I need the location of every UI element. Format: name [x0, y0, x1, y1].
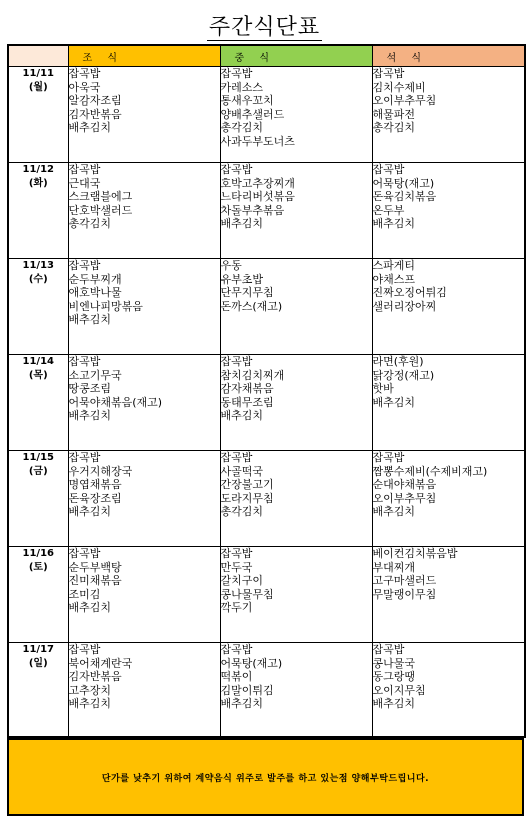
menu-item: 땅콩조림	[68, 382, 112, 395]
menu-item: 호박고추장찌개	[220, 176, 295, 190]
breakfast-cell	[68, 547, 220, 643]
menu-item: 온두부	[372, 203, 405, 217]
menu-item: 차돌부추볶음	[220, 203, 285, 217]
menu-item: 배추김치	[220, 217, 264, 230]
menu-item: 돈까스(재고)	[220, 299, 283, 313]
menu-item: 아욱국	[68, 80, 101, 94]
lunch-cell	[220, 451, 372, 547]
menu-item: 총각김치	[68, 217, 112, 230]
day-date: 11/17	[22, 644, 54, 655]
breakfast-cell	[68, 163, 220, 259]
day-weekday: (목)	[28, 370, 48, 381]
menu-item: 김말이튀김	[220, 683, 274, 697]
day-label	[8, 163, 68, 259]
menu-item: 샐러리장아찌	[372, 299, 437, 313]
menu-item: 잡곡밥	[220, 643, 253, 656]
menu-item: 짬뽕수제비(수제비재고)	[372, 464, 488, 478]
menu-item: 콩나물국	[372, 656, 416, 670]
menu-item: 잡곡밥	[220, 67, 253, 80]
menu-item: 잡곡밥	[372, 67, 405, 80]
day-row	[8, 643, 525, 738]
breakfast-cell	[68, 355, 220, 451]
menu-item: 잡곡밥	[372, 163, 405, 176]
day-row	[8, 259, 525, 355]
menu-item: 야채스프	[372, 272, 416, 286]
menu-item: 잡곡밥	[220, 451, 253, 464]
menu-item: 잡곡밥	[68, 67, 101, 80]
dinner-cell	[372, 547, 525, 643]
day-label	[8, 259, 68, 355]
menu-item: 사골떡국	[220, 464, 264, 478]
menu-item: 베이컨김치볶음밥	[372, 547, 458, 560]
menu-item: 고구마샐러드	[372, 574, 437, 587]
menu-item: 동태무조림	[220, 395, 274, 409]
menu-item: 총각김치	[220, 505, 264, 518]
header-breakfast: 조 식	[68, 45, 220, 67]
breakfast-cell	[68, 67, 220, 163]
menu-item: 배추김치	[68, 697, 112, 710]
menu-item: 순두부찌개	[68, 272, 122, 286]
day-date: 11/16	[22, 548, 54, 559]
dinner-cell	[372, 163, 525, 259]
notice-banner	[7, 738, 524, 816]
menu-item: 김자반볶음	[68, 670, 122, 683]
header-dinner: 석 식	[372, 45, 525, 67]
menu-item: 배추김치	[68, 313, 112, 326]
notice-text: 단가를 낮추기 위하여 계약음식 위주로 발주를 하고 있는점 양해부탁드립니다.	[101, 773, 430, 784]
menu-item: 잡곡밥	[68, 163, 101, 176]
day-row	[8, 67, 525, 163]
menu-item: 부대찌개	[372, 560, 416, 574]
menu-item: 깍두기	[220, 601, 253, 614]
page-title-text: 주간식단표	[208, 15, 321, 40]
menu-item: 어묵야채볶음(재고)	[68, 395, 163, 409]
header-corner	[8, 45, 68, 67]
menu-item: 단무지무침	[220, 286, 274, 299]
day-row	[8, 355, 525, 451]
menu-item: 알감자조림	[68, 94, 122, 107]
menu-item: 배추김치	[68, 121, 112, 134]
menu-item: 배추김치	[372, 217, 416, 230]
day-row	[8, 451, 525, 547]
menu-item: 우동	[220, 259, 242, 272]
dinner-cell	[372, 259, 525, 355]
menu-item: 잡곡밥	[68, 259, 101, 272]
menu-item: 참치김치찌개	[220, 368, 285, 382]
menu-item: 단호박샐러드	[68, 203, 133, 217]
menu-item: 배추김치	[68, 601, 112, 614]
lunch-cell	[220, 67, 372, 163]
header-lunch: 중 식	[220, 45, 372, 67]
menu-item: 느타리버섯볶음	[220, 190, 295, 203]
menu-item: 잡곡밥	[68, 355, 101, 368]
page-title	[0, 10, 529, 41]
menu-item: 유부초밥	[220, 272, 264, 286]
menu-item: 오이지무침	[372, 683, 426, 697]
menu-item: 배추김치	[220, 697, 264, 710]
day-date: 11/11	[22, 68, 54, 79]
breakfast-cell	[68, 451, 220, 547]
menu-item: 순대야채볶음	[372, 478, 437, 491]
menu-item: 애호박나물	[68, 286, 122, 299]
menu-item: 진짜오징어튀김	[372, 286, 447, 299]
menu-item: 어묵탕(재고)	[372, 176, 435, 190]
menu-item: 북어채계란국	[68, 656, 133, 670]
day-date: 11/12	[22, 164, 54, 175]
menu-item: 간장불고기	[220, 478, 274, 491]
menu-item: 핫바	[372, 382, 394, 395]
menu-item: 만두국	[220, 560, 253, 574]
menu-item: 배추김치	[68, 505, 112, 518]
dinner-cell	[372, 451, 525, 547]
day-row	[8, 547, 525, 643]
menu-item: 통새우꼬치	[220, 94, 274, 107]
menu-item: 잡곡밥	[68, 547, 101, 560]
day-date: 11/15	[22, 452, 54, 463]
header-row	[8, 45, 525, 67]
menu-item: 돈육장조림	[68, 491, 122, 505]
menu-item: 배추김치	[220, 409, 264, 422]
menu-item: 잡곡밥	[68, 643, 101, 656]
lunch-cell	[220, 355, 372, 451]
menu-item: 총각김치	[220, 121, 264, 134]
menu-item: 어묵탕(재고)	[220, 656, 283, 670]
menu-item: 순두부백탕	[68, 560, 122, 574]
menu-item: 잡곡밥	[220, 355, 253, 368]
lunch-cell	[220, 547, 372, 643]
day-weekday: (수)	[28, 274, 48, 285]
menu-item: 진미채볶음	[68, 574, 122, 587]
dinner-cell	[372, 643, 525, 738]
menu-item: 잡곡밥	[220, 163, 253, 176]
menu-item: 비엔나피망볶음	[68, 299, 143, 313]
menu-item: 라면(후원)	[372, 355, 424, 368]
menu-item: 조미김	[68, 587, 101, 601]
menu-item: 오이부추무침	[372, 491, 437, 505]
menu-item: 잡곡밥	[372, 643, 405, 656]
menu-item: 해물파전	[372, 107, 416, 121]
lunch-cell	[220, 259, 372, 355]
menu-item: 김자반볶음	[68, 107, 122, 121]
day-weekday: (화)	[28, 178, 48, 189]
dinner-cell	[372, 355, 525, 451]
menu-item: 양배추샐러드	[220, 107, 285, 121]
menu-item: 무말랭이무침	[372, 587, 437, 601]
menu-item: 콩나물무침	[220, 587, 274, 601]
menu-item: 총각김치	[372, 121, 416, 134]
menu-item: 근대국	[68, 176, 101, 190]
menu-item: 스파게티	[372, 259, 416, 272]
menu-item: 동그랑땡	[372, 670, 416, 683]
menu-item: 배추김치	[372, 505, 416, 518]
breakfast-cell	[68, 643, 220, 738]
day-date: 11/13	[22, 260, 54, 271]
day-label	[8, 355, 68, 451]
breakfast-cell	[68, 259, 220, 355]
dinner-cell	[372, 67, 525, 163]
day-row	[8, 163, 525, 259]
menu-item: 도라지무침	[220, 491, 274, 505]
menu-item: 갈치구이	[220, 574, 264, 587]
menu-item: 잡곡밥	[220, 547, 253, 560]
menu-item: 명엽채볶음	[68, 478, 122, 491]
day-label	[8, 547, 68, 643]
lunch-cell	[220, 163, 372, 259]
day-date: 11/14	[22, 356, 54, 367]
menu-item: 오이부추무침	[372, 94, 437, 107]
day-label	[8, 67, 68, 163]
weekly-menu-table	[7, 44, 526, 738]
menu-item: 배추김치	[372, 697, 416, 710]
menu-item: 사과두부도너츠	[220, 134, 295, 148]
menu-item: 배추김치	[372, 395, 416, 409]
menu-body	[8, 67, 525, 738]
day-weekday: (금)	[28, 466, 48, 477]
menu-item: 잡곡밥	[372, 451, 405, 464]
menu-item: 배추김치	[68, 409, 112, 422]
menu-item: 스크램블에그	[68, 190, 133, 203]
day-weekday: (일)	[28, 658, 48, 669]
day-weekday: (토)	[28, 562, 48, 573]
menu-item: 잡곡밥	[68, 451, 101, 464]
lunch-cell	[220, 643, 372, 738]
menu-item: 떡볶이	[220, 670, 253, 683]
menu-item: 소고기무국	[68, 368, 122, 382]
day-weekday: (월)	[28, 82, 48, 93]
menu-item: 닭강정(재고)	[372, 368, 435, 382]
menu-item: 감자채볶음	[220, 382, 274, 395]
menu-item: 고추장치	[68, 683, 112, 697]
day-label	[8, 643, 68, 738]
menu-item: 돈육김치볶음	[372, 190, 437, 203]
day-label	[8, 451, 68, 547]
menu-item: 카레소스	[220, 80, 264, 94]
menu-item: 김치수제비	[372, 80, 426, 94]
menu-item: 우거지해장국	[68, 464, 133, 478]
